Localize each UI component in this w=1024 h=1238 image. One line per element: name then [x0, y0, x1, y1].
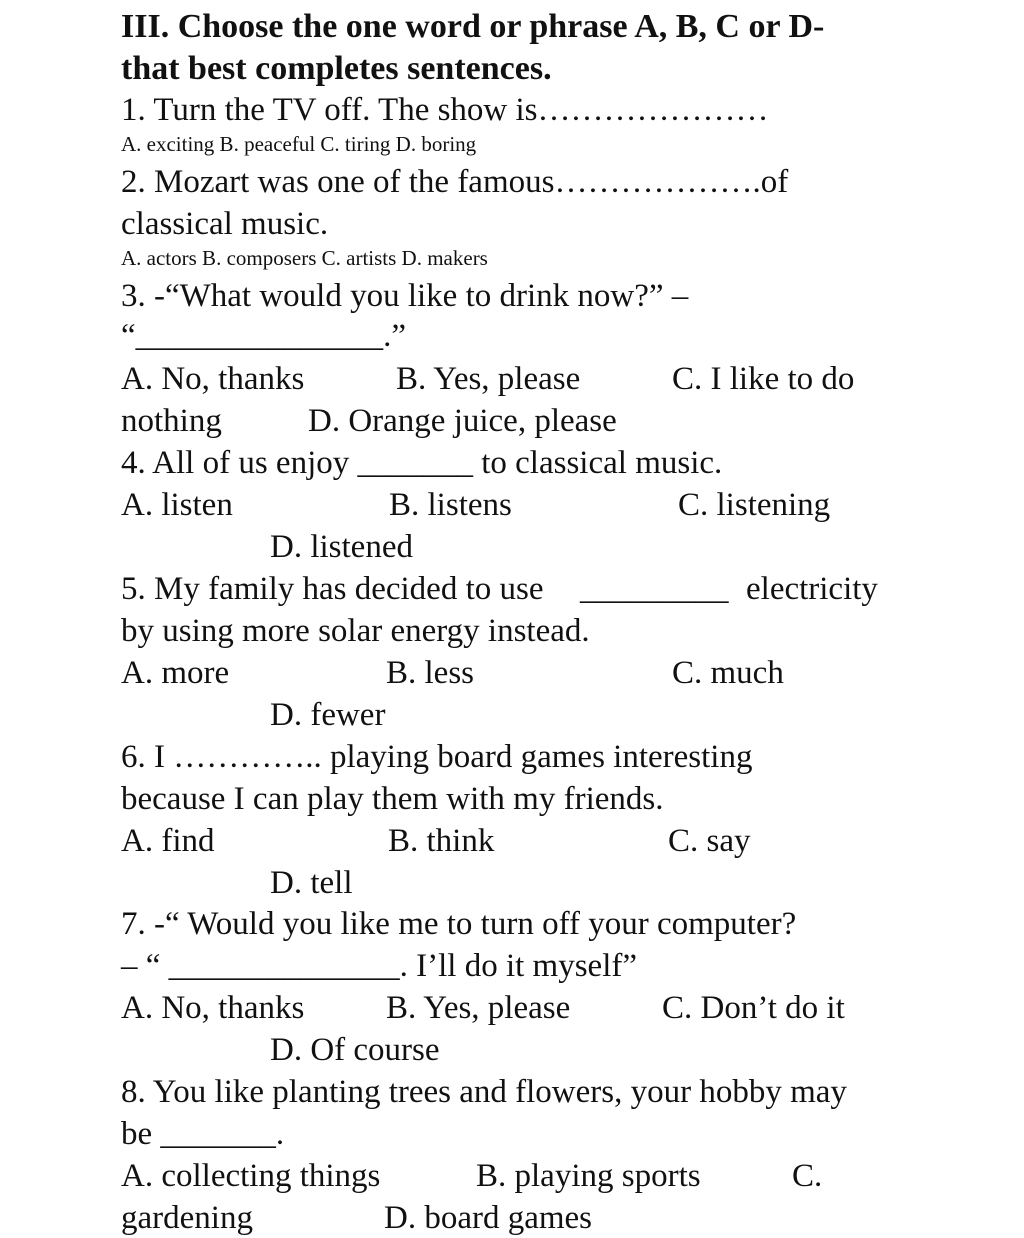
- question-7-option-a: A. No, thanks: [121, 990, 305, 1026]
- question-3-option-d: D. Orange juice, please: [308, 403, 617, 439]
- question-7-stem-line1: 7. -“ Would you like me to turn off your computer?: [121, 906, 797, 942]
- section-title-line2: that best completes sentences.: [121, 50, 552, 87]
- section-title-line1: III. Choose the one word or phrase A, B, C or D-: [121, 8, 825, 45]
- question-8-option-a: A. collecting things: [121, 1158, 381, 1194]
- question-8-option-c-part1: C.: [792, 1158, 823, 1194]
- question-1-stem: 1. Turn the TV off. The show is…………………: [121, 92, 769, 128]
- question-8-option-d: D. board games: [384, 1200, 593, 1236]
- question-3-option-a: A. No, thanks: [121, 361, 305, 397]
- question-2-options: A. actors B. composers C. artists D. makers: [121, 246, 488, 270]
- question-4-option-b: B. listens: [389, 487, 512, 523]
- question-5-stem-line2: by using more solar energy instead.: [121, 613, 590, 649]
- question-5-option-c: C. much: [672, 655, 784, 691]
- question-4-option-c: C. listening: [678, 487, 831, 523]
- question-2-stem-line1: 2. Mozart was one of the famous……………….of: [121, 164, 789, 200]
- question-6-option-b: B. think: [388, 823, 495, 859]
- question-7-stem-line2: – “ ______________. I’ll do it myself”: [121, 948, 638, 984]
- question-8-stem-line2: be _______.: [121, 1116, 285, 1152]
- question-3-stem-line1: 3. -“What would you like to drink now?” –: [121, 278, 689, 314]
- question-3-option-c-part1: C. I like to do: [672, 361, 855, 397]
- question-5-option-b: B. less: [386, 655, 475, 691]
- question-6-option-d: D. tell: [270, 865, 353, 901]
- question-5-option-a: A. more: [121, 655, 230, 691]
- question-4-option-a: A. listen: [121, 487, 233, 523]
- question-7-option-b: B. Yes, please: [386, 990, 571, 1026]
- question-3-stem-line2: “_______________.”: [121, 318, 407, 354]
- question-5-stem-line1-start: 5. My family has decided to use: [121, 571, 544, 607]
- question-4-stem: 4. All of us enjoy _______ to classical music.: [121, 445, 723, 481]
- question-6-option-c: C. say: [668, 823, 751, 859]
- question-3-option-b: B. Yes, please: [396, 361, 581, 397]
- question-8-option-c-part2: gardening: [121, 1200, 253, 1236]
- question-5-option-d: D. fewer: [270, 697, 386, 733]
- question-7-option-d: D. Of course: [270, 1032, 440, 1068]
- question-8-stem-line1: 8. You like planting trees and flowers, your hobby may: [121, 1074, 847, 1110]
- question-5-stem-line1-end: electricity: [746, 571, 878, 607]
- question-7-option-c: C. Don’t do it: [662, 990, 845, 1026]
- question-1-options: A. exciting B. peaceful C. tiring D. boring: [121, 132, 477, 156]
- question-3-option-c-part2: nothing: [121, 403, 222, 439]
- question-6-stem-line2: because I can play them with my friends.: [121, 781, 664, 817]
- question-6-stem-line1: 6. I ………….. playing board games interesting: [121, 739, 753, 775]
- question-4-option-d: D. listened: [270, 529, 413, 565]
- question-2-stem-line2: classical music.: [121, 206, 329, 242]
- question-8-option-b: B. playing sports: [476, 1158, 701, 1194]
- question-6-option-a: A. find: [121, 823, 215, 859]
- question-5-blank: _________: [580, 571, 729, 607]
